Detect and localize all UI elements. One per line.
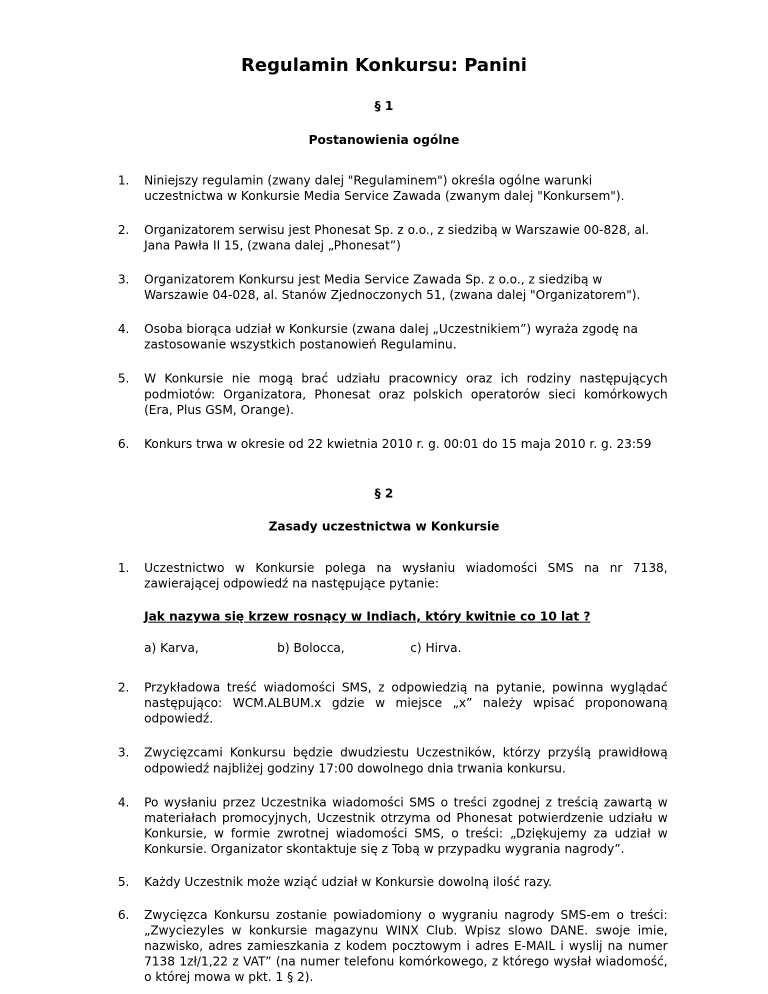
item-text: Po wysłaniu przez Uczestnika wiadomości SMS o treści zgodnej z treścią zawartą w materiałach promocyjnych, Uczestnik otrzyma od Phonesat potwierdzenie udziału w Konkursie, w formie zwrotnej wiadomości SMS, o treści: „Dziękujemy za udział w Konkursie. Organizator skontaktuje się z Tobą w przypadku wygrania nagrody”.	[144, 794, 668, 856]
contest-question: Jak nazywa się krzew rosnący w Indiach, który kwitnie co 10 lat ?	[144, 609, 591, 624]
item-number: 2.	[117, 222, 130, 238]
section-1-symbol: § 1	[374, 98, 394, 113]
item-number: 4.	[117, 794, 130, 810]
item-number: 5.	[117, 874, 130, 889]
list-item	[118, 436, 668, 452]
document-page	[11, 0, 757, 985]
item-text: Niniejszy regulamin (zwany dalej "Regulaminem") określa ogólne warunki uczestnictwa w Konkursie Media Service Zawada (zwanym dalej "Konkursem").	[144, 172, 625, 204]
section-2-symbol: § 2	[374, 485, 394, 501]
item-text: Przykładowa treść wiadomości SMS, z odpowiedzią na pytanie, powinna wyglądać następująco: WCM.ALBUM.x gdzie w miejsce „x” należy wpisać proponowaną odpowiedź.	[144, 679, 668, 726]
list-item	[118, 795, 668, 857]
document-title: Regulamin Konkursu: Panini	[241, 55, 527, 76]
list-item	[118, 173, 668, 204]
list-item	[118, 322, 668, 353]
item-number: 3.	[117, 271, 130, 287]
item-number: 3.	[117, 745, 130, 760]
item-text: Osoba biorąca udział w Konkursie (zwana dalej „Uczestnikiem”) wyraża zgodę na zastosowanie wszystkich postanowień Regulaminu.	[144, 321, 638, 352]
item-number: 4.	[117, 321, 130, 337]
item-text: W Konkursie nie mogą brać udziału pracownicy oraz ich rodziny następujących podmiotów: Organizatora, Phonesat oraz polskich operatorów sieci komórkowych (Era, Plus GSM, Orange).	[144, 371, 668, 417]
item-text: Każdy Uczestnik może wziąć udział w Konkursie dowolną ilość razy.	[144, 874, 553, 889]
item-text: Zwycięzca Konkursu zostanie powiadomiony o wygraniu nagrody SMS-em o treści: „Zwyciezyles w konkursie magazynu WINX Club. Wpisz slowo DANE. swoje imie, nazwisko, adres zamieszkania z kodem pocztowym i adres E-MAIL i wyslij na numer 7138 1zł/1,22 z VAT” (na numer telefonu komórkowego, z którego wysłał wiadomość, o której mowa w pkt. 1 § 2).	[144, 907, 668, 985]
list-item	[118, 371, 668, 418]
item-text: Zwycięzcami Konkursu będzie dwudziestu Uczestników, którzy przyślą prawidłową odpowiedź najbliżej godziny 17:00 dowolnego dnia trwania konkursu.	[144, 745, 668, 776]
item-number: 5.	[117, 371, 130, 386]
list-item	[118, 907, 668, 985]
item-number: 1.	[117, 172, 130, 188]
item-number: 2.	[117, 679, 130, 695]
answer-a: a) Karva,	[144, 640, 199, 655]
list-item	[118, 874, 668, 890]
section-2-heading: Zasady uczestnictwa w Konkursie	[268, 518, 500, 534]
answer-c: c) Hirva.	[410, 640, 462, 655]
item-text: Organizatorem Konkursu jest Media Service Zawada Sp. z o.o., z siedzibą w Warszawie 04-028, al. Stanów Zjednoczonych 51, (zwana dalej "Organizatorem").	[144, 271, 641, 303]
item-number: 6.	[117, 907, 130, 922]
item-text: Organizatorem serwisu jest Phonesat Sp. z o.o., z siedzibą w Warszawie 00-828, al. Jana Pawła II 15, (zwana dalej „Phonesat”)	[144, 222, 650, 253]
list-item	[118, 560, 668, 591]
item-text: Uczestnictwo w Konkursie polega na wysłaniu wiadomości SMS na nr 7138, zawierającej odpowiedź na następujące pytanie:	[144, 560, 668, 591]
list-item	[118, 745, 668, 776]
list-item	[118, 272, 668, 303]
item-number: 1.	[117, 560, 130, 576]
item-number: 6.	[117, 436, 130, 451]
answer-b: b) Bolocca,	[277, 640, 345, 655]
list-item	[118, 222, 668, 253]
list-item	[118, 680, 668, 727]
section-1-heading: Postanowienia ogólne	[308, 132, 460, 147]
item-text: Konkurs trwa w okresie od 22 kwietnia 2010 r. g. 00:01 do 15 maja 2010 r. g. 23:59	[144, 436, 652, 451]
